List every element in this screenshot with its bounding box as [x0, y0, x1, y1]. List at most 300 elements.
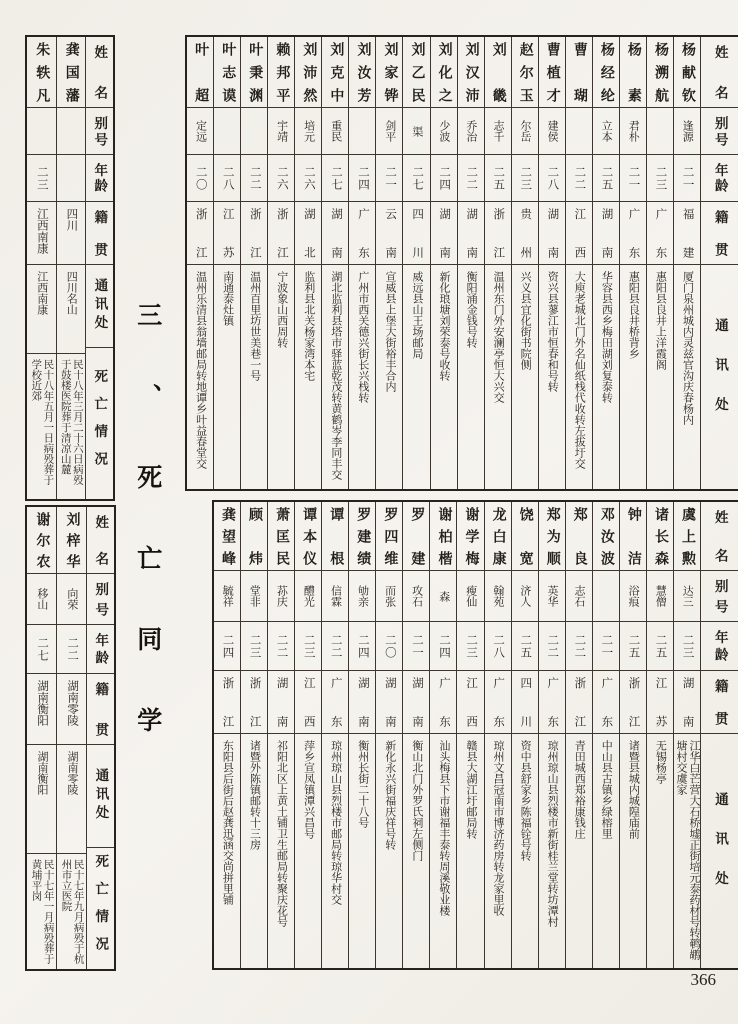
header-name-label: 姓名 — [93, 515, 109, 565]
student-native-place: 江西南康 — [35, 208, 48, 254]
student-name-cell — [349, 502, 375, 571]
student-alias-cell — [593, 571, 619, 622]
student-address: 衡州长街二十八号 — [356, 740, 369, 828]
student-name: 虞上勲 — [680, 507, 696, 565]
student-age: 二三 — [465, 633, 478, 659]
student-address-cell — [322, 265, 348, 489]
student-address: 温州百里坊世美巷一号 — [248, 271, 261, 381]
student-column — [56, 507, 86, 969]
student-native-place: 广东 — [627, 208, 640, 258]
student-death-cell — [27, 354, 56, 499]
student-name-cell — [431, 37, 457, 108]
student-age-cell — [187, 155, 213, 202]
header-cell-alias — [701, 108, 738, 155]
student-alias-cell — [268, 108, 294, 155]
student-alias: 宇靖 — [275, 120, 288, 142]
student-native-cell — [593, 671, 619, 734]
student-alias-cell — [431, 108, 457, 155]
table-top-left-deceased — [25, 35, 115, 501]
student-native-cell — [57, 674, 86, 745]
student-native-cell — [376, 202, 402, 265]
student-column — [27, 507, 56, 969]
student-column — [456, 502, 483, 968]
student-address: 萍乡宣凤镇潭兴昌号 — [302, 740, 315, 839]
student-address-cell — [674, 265, 700, 489]
student-address: 资兴县蓼江市恒春和号转 — [546, 271, 559, 392]
student-native-place: 江苏 — [654, 677, 667, 727]
student-address: 大庾老城北门外名仙纸栈代收转左拔圩交 — [573, 271, 586, 469]
student-alias: 尔岳 — [519, 120, 532, 142]
student-native-place: 湖南衡阳 — [36, 680, 49, 726]
student-column — [484, 502, 511, 968]
student-alias: 立本 — [600, 120, 613, 142]
student-address: 祁阳北区上黄土铺卫生邮局转聚庆花号 — [275, 740, 288, 927]
student-address-cell — [268, 265, 294, 489]
student-column — [321, 37, 348, 489]
student-age-cell — [620, 622, 646, 671]
student-age: 二二 — [573, 633, 586, 659]
table-bottom-left-deceased — [25, 505, 116, 971]
student-name-cell — [485, 502, 511, 571]
header-age-label: 年龄 — [712, 630, 728, 662]
student-native-cell — [457, 671, 483, 734]
student-address: 琼州琼山县烈楼市邮局转琼华村交 — [329, 740, 342, 905]
student-alias: 荪庆 — [275, 585, 288, 607]
student-native-cell — [620, 671, 646, 734]
header-age-label: 年龄 — [93, 633, 109, 665]
student-name: 刘畿 — [490, 42, 506, 102]
student-native-place: 浙江 — [221, 677, 234, 727]
student-alias: 浴痕 — [627, 585, 640, 607]
header-cell-age — [87, 625, 114, 674]
header-alias-label: 别号 — [92, 116, 108, 146]
student-alias-cell — [187, 108, 213, 155]
student-native-place: 广东 — [329, 677, 342, 727]
student-alias-cell — [349, 571, 375, 622]
student-alias: 少波 — [437, 120, 450, 142]
student-name: 谢柏楷 — [436, 507, 452, 565]
student-address-cell — [457, 734, 483, 968]
student-name-cell — [57, 507, 86, 574]
student-age: 二六 — [275, 165, 288, 191]
header-cell-alias — [701, 571, 738, 622]
student-age: 二二 — [248, 165, 261, 191]
student-address: 四川名山 — [65, 271, 78, 315]
student-name: 刘汉沛 — [463, 42, 479, 102]
student-name-cell — [322, 502, 348, 571]
student-native-cell — [566, 671, 592, 734]
student-address-cell — [431, 265, 457, 489]
table-bottom-main — [212, 500, 738, 970]
student-name-cell — [674, 502, 700, 571]
student-age-cell — [647, 622, 673, 671]
student-age-cell — [512, 622, 538, 671]
student-age-cell — [647, 155, 673, 202]
student-name-cell — [57, 37, 86, 108]
student-age: 二二 — [275, 633, 288, 659]
student-native-place: 湖南 — [438, 208, 451, 258]
header-age-label: 年龄 — [92, 163, 108, 193]
student-column — [673, 37, 700, 489]
student-name: 谭根 — [328, 507, 344, 565]
student-age-cell — [620, 155, 646, 202]
header-cell-death — [86, 348, 113, 499]
student-age: 二一 — [600, 633, 613, 659]
student-name: 刘克中 — [328, 42, 344, 102]
student-name-cell — [27, 507, 56, 574]
student-native-cell — [485, 671, 511, 734]
student-alias-cell — [241, 571, 267, 622]
student-death-cell — [57, 354, 86, 499]
student-age-cell — [214, 622, 240, 671]
student-age: 二四 — [221, 633, 234, 659]
student-column — [402, 37, 429, 489]
student-alias: 慧僧 — [654, 585, 667, 607]
student-address-cell — [458, 265, 484, 489]
student-address-cell — [57, 745, 86, 854]
student-column — [565, 37, 592, 489]
header-address-label: 通讯处 — [92, 278, 108, 334]
student-column — [484, 37, 511, 489]
student-native-place: 浙江 — [248, 208, 261, 258]
student-column — [457, 37, 484, 489]
student-native-place: 湖南 — [681, 677, 694, 727]
student-age: 二一 — [410, 633, 423, 659]
student-alias-cell — [430, 571, 456, 622]
header-column — [85, 37, 113, 499]
header-cell-native — [701, 202, 738, 265]
header-cell-address — [86, 265, 113, 348]
student-name-cell — [295, 37, 321, 108]
student-native-cell — [674, 202, 700, 265]
student-alias-cell — [539, 108, 565, 155]
student-age: 二三 — [248, 633, 261, 659]
student-name-cell — [539, 502, 565, 571]
student-native-place: 广东 — [654, 208, 667, 258]
student-alias-cell — [57, 108, 86, 155]
student-address: 温州东门外安澜亭恒大兴交 — [492, 271, 505, 403]
student-age: 二五 — [600, 165, 613, 191]
header-cell-native — [86, 202, 113, 265]
student-name-cell — [187, 37, 213, 108]
student-alias-cell — [376, 108, 402, 155]
student-column — [240, 37, 267, 489]
student-column — [27, 37, 56, 499]
student-column — [214, 502, 240, 968]
student-age: 二二 — [66, 636, 79, 662]
student-address-cell — [620, 265, 646, 489]
student-age-cell — [403, 622, 429, 671]
student-name-cell — [647, 502, 673, 571]
student-native-cell — [349, 671, 375, 734]
student-age-cell — [458, 155, 484, 202]
student-address: 宣威县上堡大街裕丰合内 — [383, 271, 396, 392]
student-age-cell — [322, 155, 348, 202]
student-native-place: 湖南 — [275, 677, 288, 727]
student-alias-cell — [57, 574, 86, 625]
student-age: 二五 — [627, 633, 640, 659]
student-native-cell — [485, 202, 511, 265]
header-cell-name — [701, 37, 738, 108]
student-age: 二七 — [411, 165, 424, 191]
section-title: 三、死亡同学 — [133, 302, 161, 788]
student-age: 二三 — [519, 165, 532, 191]
student-alias-cell — [322, 571, 348, 622]
student-address-cell — [214, 265, 240, 489]
student-alias: 信霖 — [329, 585, 342, 607]
student-name: 顾炜 — [247, 507, 263, 565]
student-address-cell — [512, 265, 538, 489]
student-address: 厦门泉州城内灵兹官沟庆春杨内 — [681, 271, 694, 425]
student-name: 刘梓华 — [64, 512, 80, 568]
student-alias-cell — [620, 108, 646, 155]
student-name: 叶超 — [193, 42, 209, 102]
student-death-info: 民十八年五月一日病殁葬于学校近郊 — [30, 359, 54, 485]
student-column — [646, 502, 673, 968]
student-native-place: 湖南 — [356, 677, 369, 727]
student-name: 刘化之 — [436, 42, 452, 102]
student-address-cell — [647, 734, 673, 968]
header-native-label: 籍贯 — [93, 682, 109, 736]
student-name-cell — [27, 37, 56, 108]
student-column — [430, 37, 457, 489]
student-death-cell — [27, 854, 56, 969]
student-alias-cell — [214, 108, 240, 155]
student-alias-cell — [566, 571, 592, 622]
student-address-cell — [539, 265, 565, 489]
student-native-place: 湖南 — [383, 677, 396, 727]
student-name-cell — [403, 37, 429, 108]
student-column — [429, 502, 456, 968]
student-age: 二七 — [36, 636, 49, 662]
student-native-cell — [512, 202, 538, 265]
student-address-cell — [593, 265, 619, 489]
student-address: 南通泰灶镇 — [221, 271, 234, 326]
student-age-cell — [268, 622, 294, 671]
student-alias-cell — [322, 108, 348, 155]
student-age: 二五 — [492, 165, 505, 191]
student-age: 二三 — [654, 165, 667, 191]
student-death-info: 民十七年一月病殁葬于黄埔平岗 — [30, 859, 54, 964]
student-native-cell — [241, 671, 267, 734]
student-native-place: 江西 — [302, 677, 315, 727]
header-address-label: 通讯处 — [712, 791, 728, 911]
student-column — [402, 502, 429, 968]
student-address: 华容县西乡梅田湖刘复泰转 — [600, 271, 613, 403]
student-address: 监利县北关杨家湾本宅 — [302, 271, 315, 381]
student-alias: 渠 — [410, 125, 423, 137]
student-address: 琼州琼山县烈楼市新街桂兰堂转坊潭村 — [546, 740, 559, 927]
student-name: 邓汝波 — [598, 507, 614, 565]
student-name: 叶志谟 — [220, 42, 236, 102]
student-column — [267, 502, 294, 968]
student-name-cell — [620, 502, 646, 571]
student-column — [511, 37, 538, 489]
student-name: 诸长森 — [652, 507, 668, 565]
student-age-cell — [403, 155, 429, 202]
table-top-main — [185, 35, 738, 491]
header-alias-label: 别号 — [712, 579, 728, 613]
student-age-cell — [295, 622, 321, 671]
student-alias-cell — [403, 571, 429, 622]
student-name: 赖邦平 — [274, 42, 290, 102]
student-alias: 君朴 — [627, 120, 640, 142]
header-alias-label: 别号 — [93, 582, 109, 616]
student-alias: 培元 — [302, 120, 315, 142]
student-column — [375, 502, 402, 968]
student-native-place: 四川 — [519, 677, 532, 727]
student-name: 曹植才 — [544, 42, 560, 102]
student-name: 郑良 — [571, 507, 587, 565]
student-native-cell — [295, 202, 321, 265]
student-age-cell — [241, 155, 267, 202]
student-column — [592, 37, 619, 489]
student-alias: 瘦仙 — [464, 585, 477, 607]
student-alias: 志千 — [491, 120, 504, 142]
student-address-cell — [322, 734, 348, 968]
student-alias: 森 — [437, 590, 450, 602]
student-address-cell — [403, 265, 429, 489]
student-age: 二二 — [546, 633, 559, 659]
student-column — [294, 37, 321, 489]
student-column — [375, 37, 402, 489]
student-name: 郑为顺 — [544, 507, 560, 565]
student-age: 二五 — [654, 633, 667, 659]
student-address-cell — [674, 734, 700, 968]
student-name-cell — [647, 37, 673, 108]
student-native-cell — [620, 202, 646, 265]
student-name-cell — [322, 37, 348, 108]
student-native-place: 浙江 — [627, 677, 640, 727]
student-age: 二二 — [465, 165, 478, 191]
student-alias: 剑平 — [383, 120, 396, 142]
student-alias-cell — [647, 571, 673, 622]
student-alias: 重民 — [329, 120, 342, 142]
header-cell-age — [701, 622, 738, 671]
student-native-place: 湖南 — [600, 208, 613, 258]
header-alias-label: 别号 — [712, 116, 728, 146]
student-name: 刘家铧 — [382, 42, 398, 102]
student-name: 饶宽 — [517, 507, 533, 565]
student-name: 赵尔玉 — [517, 42, 533, 102]
header-address-label: 通讯处 — [712, 317, 728, 437]
student-age: 二〇 — [194, 165, 207, 191]
student-address: 中山县古镇乡绿榕里 — [600, 740, 613, 839]
student-column — [348, 37, 375, 489]
student-age-cell — [593, 622, 619, 671]
student-alias-cell — [27, 108, 56, 155]
student-age-cell — [27, 625, 56, 674]
student-name: 刘汝芳 — [355, 42, 371, 102]
student-name: 萧匡民 — [274, 507, 290, 565]
student-alias: 攻石 — [410, 585, 423, 607]
student-native-cell — [539, 671, 565, 734]
student-column — [538, 502, 565, 968]
student-native-place: 广东 — [600, 677, 613, 727]
student-name: 龚国藩 — [63, 42, 79, 102]
header-cell-native — [701, 671, 738, 734]
student-name: 杨溯航 — [652, 42, 668, 102]
header-cell-alias — [86, 108, 113, 155]
student-age-cell — [268, 155, 294, 202]
header-native-label: 籍贯 — [712, 210, 728, 256]
student-name: 龚望峰 — [219, 507, 235, 565]
student-name-cell — [295, 502, 321, 571]
student-name-cell — [268, 502, 294, 571]
student-column — [511, 502, 538, 968]
student-address-cell — [403, 734, 429, 968]
student-age: 二三 — [302, 633, 315, 659]
student-age-cell — [566, 622, 592, 671]
header-name-label: 姓名 — [92, 45, 108, 99]
student-native-cell — [376, 671, 402, 734]
student-column — [267, 37, 294, 489]
student-name-cell — [349, 37, 375, 108]
student-alias: 毓祥 — [221, 585, 234, 607]
student-name: 罗四维 — [382, 507, 398, 565]
student-alias-cell — [295, 108, 321, 155]
header-death-label: 死亡情况 — [92, 368, 108, 479]
student-native-cell — [674, 671, 700, 734]
header-native-label: 籍贯 — [92, 210, 108, 256]
student-age: 二八 — [221, 165, 234, 191]
student-alias: 而张 — [383, 585, 396, 607]
student-column — [348, 502, 375, 968]
student-native-cell — [431, 202, 457, 265]
student-address: 惠阳县良井桥背乡 — [627, 271, 640, 359]
student-native-cell — [241, 202, 267, 265]
student-native-cell — [27, 674, 56, 745]
student-address: 衡山北门外罗氏祠左侧门 — [410, 740, 423, 861]
student-alias: 向荣 — [65, 588, 78, 610]
student-alias: 翰苑 — [491, 585, 504, 607]
student-native-cell — [647, 671, 673, 734]
student-alias-cell — [458, 108, 484, 155]
student-age: 二一 — [627, 165, 640, 191]
student-address: 琼州文昌冠南市博济药房转龙家里收 — [492, 740, 505, 916]
student-alias-cell — [485, 108, 511, 155]
student-native-place: 浙江 — [248, 677, 261, 727]
student-address: 青田城西郑裕康钱庄 — [573, 740, 586, 839]
student-native-cell — [322, 202, 348, 265]
header-cell-alias — [87, 574, 114, 625]
student-alias-cell — [376, 571, 402, 622]
student-name-cell — [268, 37, 294, 108]
student-name: 刘乙民 — [409, 42, 425, 102]
student-alias: 劬亲 — [356, 585, 369, 607]
student-native-cell — [539, 202, 565, 265]
student-age: 二八 — [492, 633, 505, 659]
student-alias-cell — [566, 108, 592, 155]
student-alias-cell — [512, 571, 538, 622]
student-alias-cell — [512, 108, 538, 155]
header-name-label: 姓名 — [712, 45, 728, 99]
student-name-cell — [241, 502, 267, 571]
student-age: 二二 — [573, 165, 586, 191]
student-native-cell — [214, 202, 240, 265]
student-age-cell — [241, 622, 267, 671]
student-native-cell — [566, 202, 592, 265]
student-age-cell — [674, 622, 700, 671]
student-address: 新化永兴街福庆祥号转 — [383, 740, 396, 850]
student-native-place: 广东 — [546, 677, 559, 727]
page-number: 366 — [690, 970, 716, 989]
student-name: 谭本仪 — [301, 507, 317, 565]
student-age-cell — [430, 622, 456, 671]
header-cell-address — [701, 734, 738, 968]
student-name: 罗建 — [409, 507, 425, 565]
student-age-cell — [349, 155, 375, 202]
